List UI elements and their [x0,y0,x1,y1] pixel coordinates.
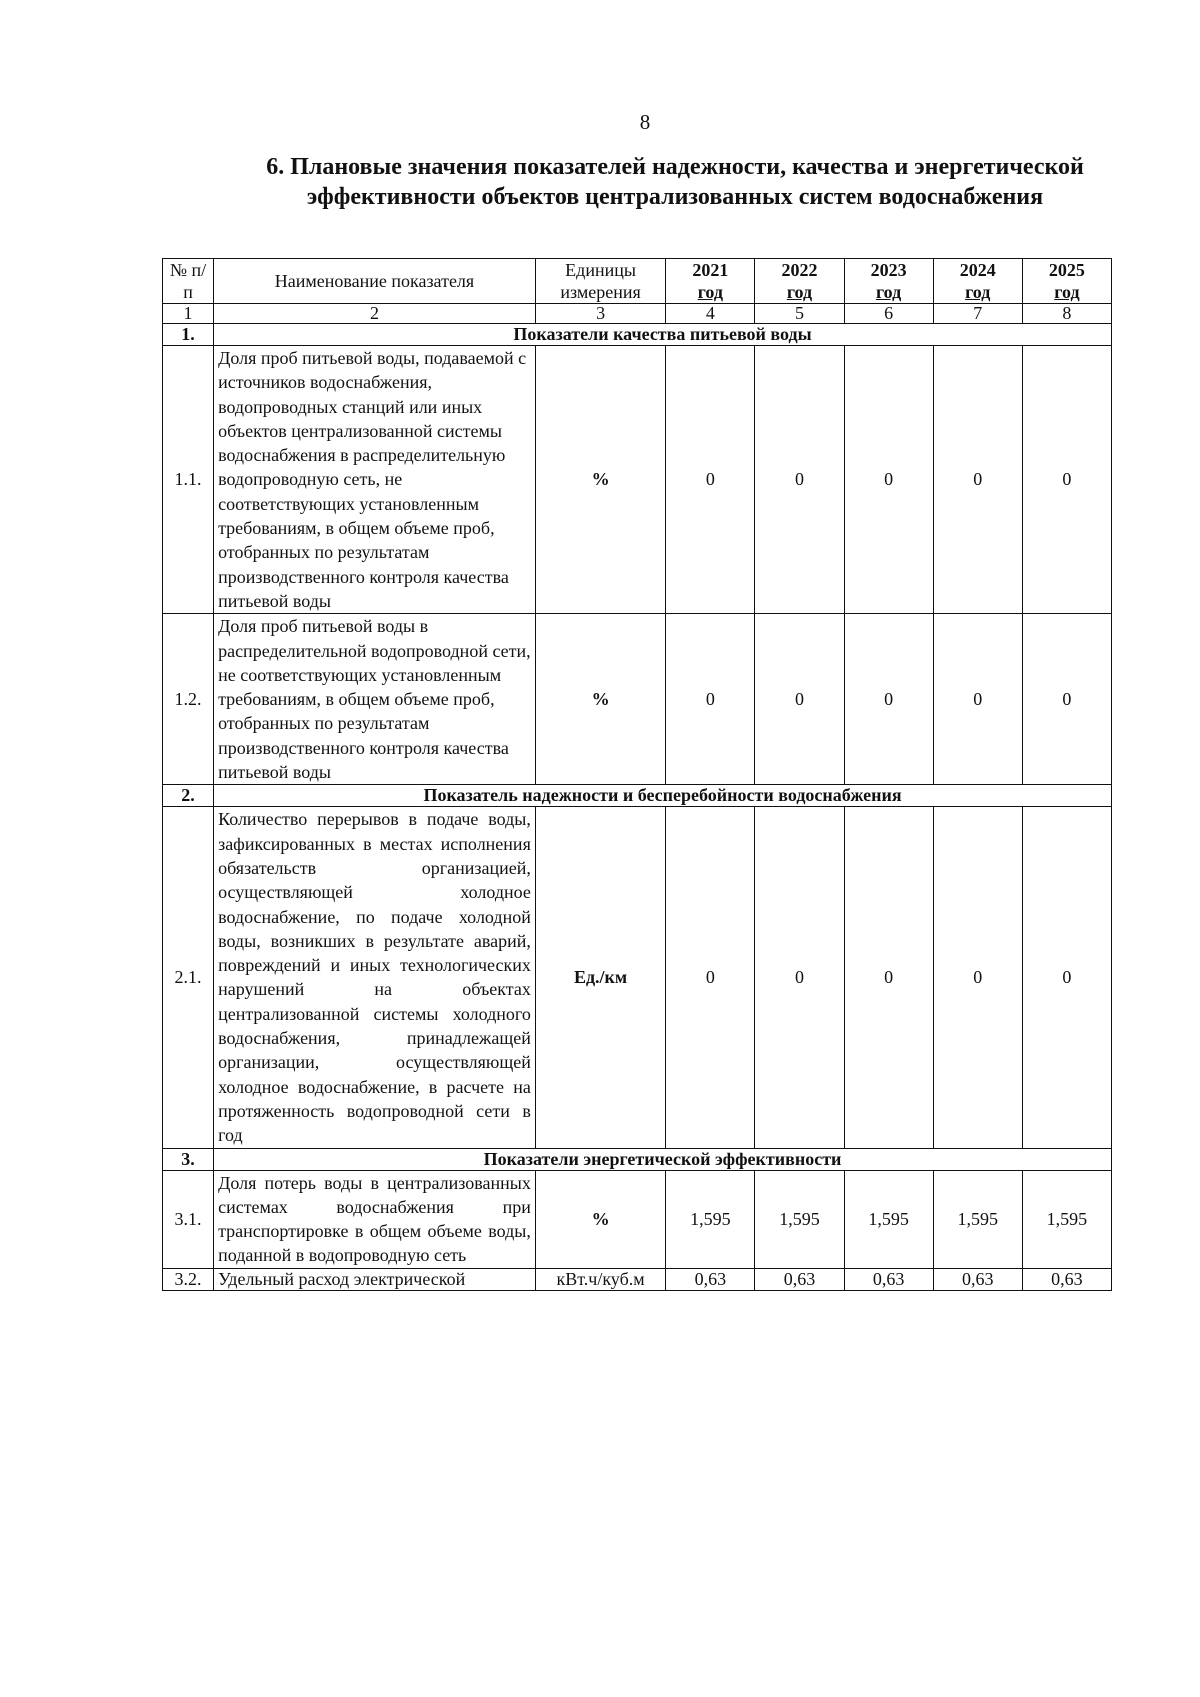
table-row [163,614,1112,785]
value-2025: 0 [1022,346,1111,614]
header-name: Наименование показателя [214,259,536,304]
indicators-table [162,258,1112,1291]
row-number: 1.1. [163,346,214,614]
value-2023: 0,63 [844,1268,933,1290]
header-unit: Единицы измерения [535,259,665,304]
value-2024: 0,63 [933,1268,1022,1290]
value-2022: 0,63 [755,1268,844,1290]
table-row [163,1170,1112,1268]
value-2022: 0 [755,614,844,785]
indicator-name: Доля проб питьевой воды, подаваемой с источников водоснабжения, водопроводных станций или иных объектов централизованной системы водоснабжения в распределительную водопроводную сеть, не соответствующих установленным требованиям, в общем объеме проб, отобранных по результатам производственного контроля качества питьевой воды [214,346,536,614]
value-2022: 1,595 [755,1170,844,1268]
header-year-2025: 2025 год [1022,259,1111,304]
row-number: 3.2. [163,1268,214,1290]
header-year-2023: 2023 год [844,259,933,304]
column-number: 1 [163,304,214,324]
header-year-2021: 2021 год [666,259,755,304]
table-row [163,346,1112,614]
column-number: 2 [214,304,536,324]
indicator-unit: % [535,614,665,785]
value-2023: 0 [844,346,933,614]
value-2025: 0 [1022,807,1111,1148]
value-2024: 1,595 [933,1170,1022,1268]
page-number: 8 [639,110,651,134]
value-2022: 0 [755,807,844,1148]
value-2022: 0 [755,346,844,614]
column-number: 6 [844,304,933,324]
indicator-unit: Ед./км [535,807,665,1148]
indicator-unit: % [535,1170,665,1268]
section-row [163,785,1112,807]
section-number: 2. [163,785,214,807]
section-number: 3. [163,1148,214,1170]
value-2025: 1,595 [1022,1170,1111,1268]
value-2021: 0,63 [666,1268,755,1290]
value-2024: 0 [933,807,1022,1148]
column-number: 3 [535,304,665,324]
column-number: 5 [755,304,844,324]
value-2021: 0 [666,807,755,1148]
row-number: 3.1. [163,1170,214,1268]
table-row [163,1268,1112,1290]
section-title: Показатели качества питьевой воды [214,324,1112,346]
value-2021: 0 [666,346,755,614]
header-year-2022: 2022 год [755,259,844,304]
table-row [163,807,1112,1148]
value-2023: 1,595 [844,1170,933,1268]
indicator-name: Удельный расход электрической [214,1268,536,1290]
indicator-unit: кВт.ч/куб.м [535,1268,665,1290]
value-2023: 0 [844,614,933,785]
value-2024: 0 [933,614,1022,785]
column-number-row [163,304,1112,324]
header-year-2024: 2024 год [933,259,1022,304]
value-2021: 0 [666,614,755,785]
indicator-name: Доля потерь воды в централизованных системах водоснабжения при транспортировке в общем объеме воды, поданной в водопроводную сеть [214,1170,536,1268]
section-row [163,324,1112,346]
value-2023: 0 [844,807,933,1148]
table-header-row [163,259,1112,304]
value-2021: 1,595 [666,1170,755,1268]
page-title: 6. Плановые значения показателей надежности, качества и энергетической эффективности объектов централизованных систем водоснабжения [266,154,1084,210]
row-number: 2.1. [163,807,214,1148]
column-number: 4 [666,304,755,324]
section-number: 1. [163,324,214,346]
indicator-name: Доля проб питьевой воды в распределительной водопроводной сети, не соответствующих установленным требованиям, в общем объеме проб, отобранных по результатам производственного контроля качества питьевой воды [214,614,536,785]
row-number: 1.2. [163,614,214,785]
value-2024: 0 [933,346,1022,614]
header-no: № п/п [163,259,214,304]
value-2025: 0 [1022,614,1111,785]
section-title: Показатель надежности и бесперебойности водоснабжения [214,785,1112,807]
indicator-unit: % [535,346,665,614]
indicator-name: Количество перерывов в подаче воды, зафиксированных в местах исполнения обязательств организацией, осуществляющей холодное водоснабжение, по подаче холодной воды, возникших в результате аварий, повреждений и иных технологических нарушений на объектах централизованной системы холодного водоснабжения, принадлежащей организации, осуществляющей холодное водоснабжение, в расчете на протяженность водопроводной сети в год [214,807,536,1148]
column-number: 7 [933,304,1022,324]
section-row [163,1148,1112,1170]
section-title: Показатели энергетической эффективности [214,1148,1112,1170]
value-2025: 0,63 [1022,1268,1111,1290]
column-number: 8 [1022,304,1111,324]
